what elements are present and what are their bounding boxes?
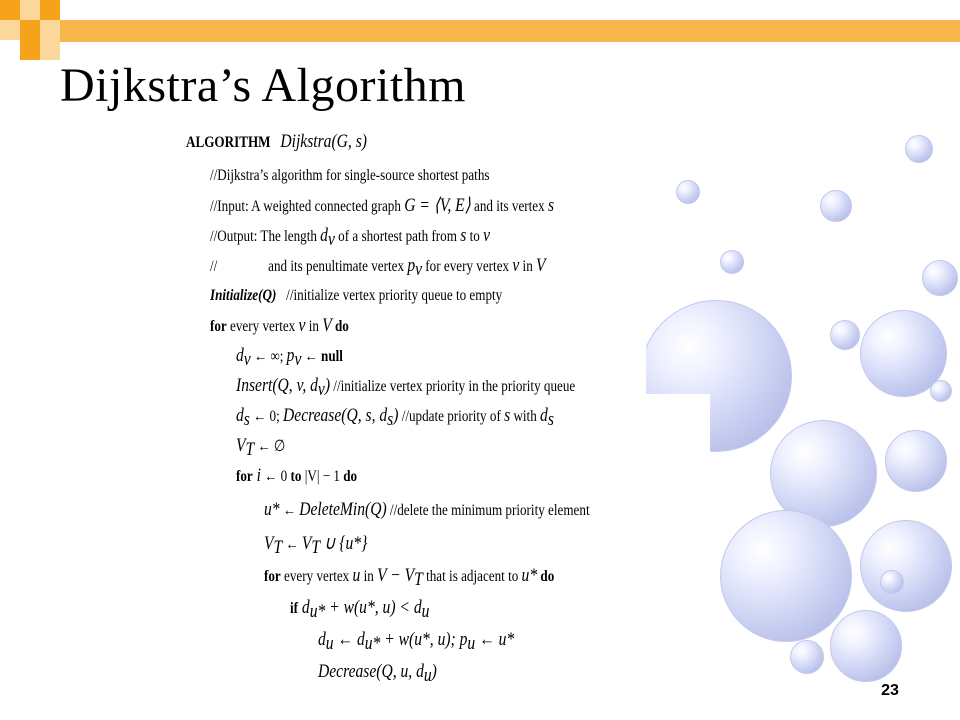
comment-text: //Input: A weighted connected graph: [210, 198, 405, 215]
corner-square: [20, 0, 40, 20]
comment-text: //Dijkstra’s algorithm for single-source shortest paths: [210, 167, 490, 184]
math-subscript: v: [327, 229, 335, 251]
math-text: (Q, u, d: [376, 661, 424, 682]
math-subscript: s: [243, 409, 250, 431]
math-text: d: [236, 345, 244, 366]
math-text: ): [431, 661, 437, 682]
math-text: ∪ {u*}: [320, 533, 368, 554]
comment-text: and its vertex: [470, 198, 548, 215]
math-subscript: v: [294, 349, 302, 371]
comment-text: //delete the minimum priority element: [386, 502, 590, 519]
algorithm-keyword: ALGORITHM: [186, 134, 271, 151]
code-text: that is adjacent to: [422, 568, 522, 585]
corner-square: [40, 0, 60, 20]
bubble-decoration: [922, 260, 958, 296]
keyword-to: to: [290, 468, 302, 485]
comment-text: in: [519, 258, 537, 275]
function-call: ): [393, 405, 399, 426]
corner-square: [20, 40, 40, 60]
corner-square: [40, 20, 60, 40]
bubble-decoration: [720, 250, 744, 274]
math-text: p: [286, 345, 295, 366]
code-text: ← ∅: [254, 438, 286, 455]
comment-text: to: [466, 228, 484, 245]
math-text: d: [320, 225, 328, 246]
math-text: u: [352, 565, 361, 586]
corner-square: [20, 20, 40, 40]
slide-title: Dijkstra’s Algorithm: [60, 59, 466, 112]
math-text: u*: [264, 499, 280, 520]
math-text: i: [252, 465, 261, 486]
code-text: every vertex: [280, 568, 353, 585]
math-text: V: [264, 533, 274, 554]
code-line: [236, 376, 575, 400]
function-call: Insert(Q, v, d: [236, 375, 318, 396]
bubble-decoration: [885, 430, 947, 492]
keyword-for: for: [264, 568, 281, 585]
algorithm-header: [186, 132, 367, 153]
code-text: ←: [301, 348, 322, 365]
math-text: d: [318, 629, 326, 650]
code-line: [264, 534, 367, 558]
bubble-decoration: [905, 135, 933, 163]
math-text: V − V: [377, 565, 415, 586]
comment-text: //update priority of: [398, 408, 505, 425]
math-text: V: [236, 435, 246, 456]
code-line: [210, 316, 349, 337]
code-text: ←: [279, 502, 300, 519]
keyword-for: for: [236, 468, 253, 485]
header-bar: [60, 20, 960, 42]
comment-text: //initialize vertex priority queue to empty: [286, 287, 503, 304]
math-text: p: [407, 255, 416, 276]
bubble-decoration: [830, 610, 902, 682]
math-text: V: [301, 533, 312, 554]
bubble-decoration: [820, 190, 852, 222]
code-line: [264, 566, 554, 590]
corner-square: [0, 0, 20, 20]
corner-square: [40, 40, 60, 60]
code-line: [210, 196, 554, 217]
algorithm-signature: Dijkstra(G, s): [280, 131, 367, 152]
code-line: [318, 662, 437, 686]
math-text: v: [512, 255, 520, 276]
math-text: s: [547, 195, 555, 216]
comment-text: for every vertex: [422, 258, 513, 275]
math-text: p: [459, 629, 468, 650]
bubble-decoration: [930, 380, 952, 402]
math-subscript: u*: [364, 633, 381, 655]
math-subscript: T: [414, 569, 423, 591]
math-text: + w(u*, u) < d: [325, 597, 422, 618]
math-subscript: T: [311, 537, 321, 559]
code-text: ← 0: [260, 468, 291, 485]
math-text: v: [298, 315, 306, 336]
function-call: Decrease: [318, 661, 377, 682]
math-subscript: v: [317, 379, 325, 401]
page-number: 23: [881, 682, 899, 699]
math-subscript: u: [467, 633, 476, 655]
corner-square: [0, 20, 20, 40]
code-line: [264, 500, 590, 521]
math-text: d: [236, 405, 244, 426]
math-subscript: v: [243, 349, 251, 371]
code-line: [236, 466, 357, 487]
comment-text: and its penultimate vertex: [268, 258, 408, 275]
code-line: [236, 346, 343, 370]
math-subscript: s: [387, 409, 394, 431]
math-subscript: T: [273, 537, 283, 559]
keyword-do: do: [331, 318, 349, 335]
code-text: |V| − 1: [301, 468, 344, 485]
comment-text: with: [510, 408, 541, 425]
math-subscript: u: [325, 633, 334, 655]
code-line: [210, 286, 502, 306]
bubble-decoration: [676, 180, 700, 204]
keyword-for: for: [210, 318, 227, 335]
math-subscript: u: [423, 665, 432, 687]
math-text: u*: [521, 565, 538, 586]
math-text: d: [298, 597, 310, 618]
function-call: Initialize(Q): [210, 287, 277, 304]
code-line: [318, 630, 514, 654]
bubble-decoration: [860, 520, 952, 612]
math-text: V: [536, 255, 546, 276]
math-subscript: s: [547, 409, 554, 431]
code-line: [210, 226, 490, 250]
math-text: s: [460, 225, 467, 246]
bubble-decoration: [790, 640, 824, 674]
math-text: s: [504, 405, 511, 426]
math-text: G = ⟨V, E⟩: [404, 195, 471, 216]
math-text: ← d: [333, 629, 365, 650]
bubble-decoration: [720, 510, 852, 642]
function-call: Decrease(Q, s, d: [283, 405, 388, 426]
code-line: [236, 436, 285, 460]
math-text: ← u*: [475, 629, 515, 650]
math-subscript: u*: [309, 601, 326, 623]
code-text: ← ∞;: [250, 348, 287, 365]
keyword-if: if: [290, 600, 299, 617]
math-text: + w(u*, u);: [380, 629, 460, 650]
code-text: in: [305, 318, 323, 335]
code-line: [210, 166, 489, 186]
math-text: v: [483, 225, 490, 246]
comment-text: //: [210, 258, 218, 275]
bubble-decoration: [830, 320, 860, 350]
code-text: in: [360, 568, 378, 585]
bubble-decoration: [880, 570, 904, 594]
math-subscript: T: [245, 439, 255, 461]
comment-text: of a shortest path from: [334, 228, 461, 245]
code-line: [290, 598, 429, 622]
comment-text: //Output: The length: [210, 228, 321, 245]
math-subscript: u: [421, 601, 430, 623]
keyword-do: do: [343, 468, 358, 485]
code-text: ← 0;: [249, 408, 284, 425]
code-line: [210, 256, 546, 280]
code-line: [236, 406, 554, 430]
function-call: DeleteMin(Q): [299, 499, 387, 520]
function-call: ): [324, 375, 331, 396]
math-text: V: [322, 315, 332, 336]
keyword-do: do: [537, 568, 555, 585]
comment-text: //initialize vertex priority in the priority queue: [330, 378, 576, 395]
code-text: every vertex: [226, 318, 299, 335]
code-text: ←: [282, 536, 302, 553]
math-subscript: v: [415, 259, 423, 281]
math-text: d: [540, 405, 548, 426]
keyword-null: null: [321, 348, 343, 365]
